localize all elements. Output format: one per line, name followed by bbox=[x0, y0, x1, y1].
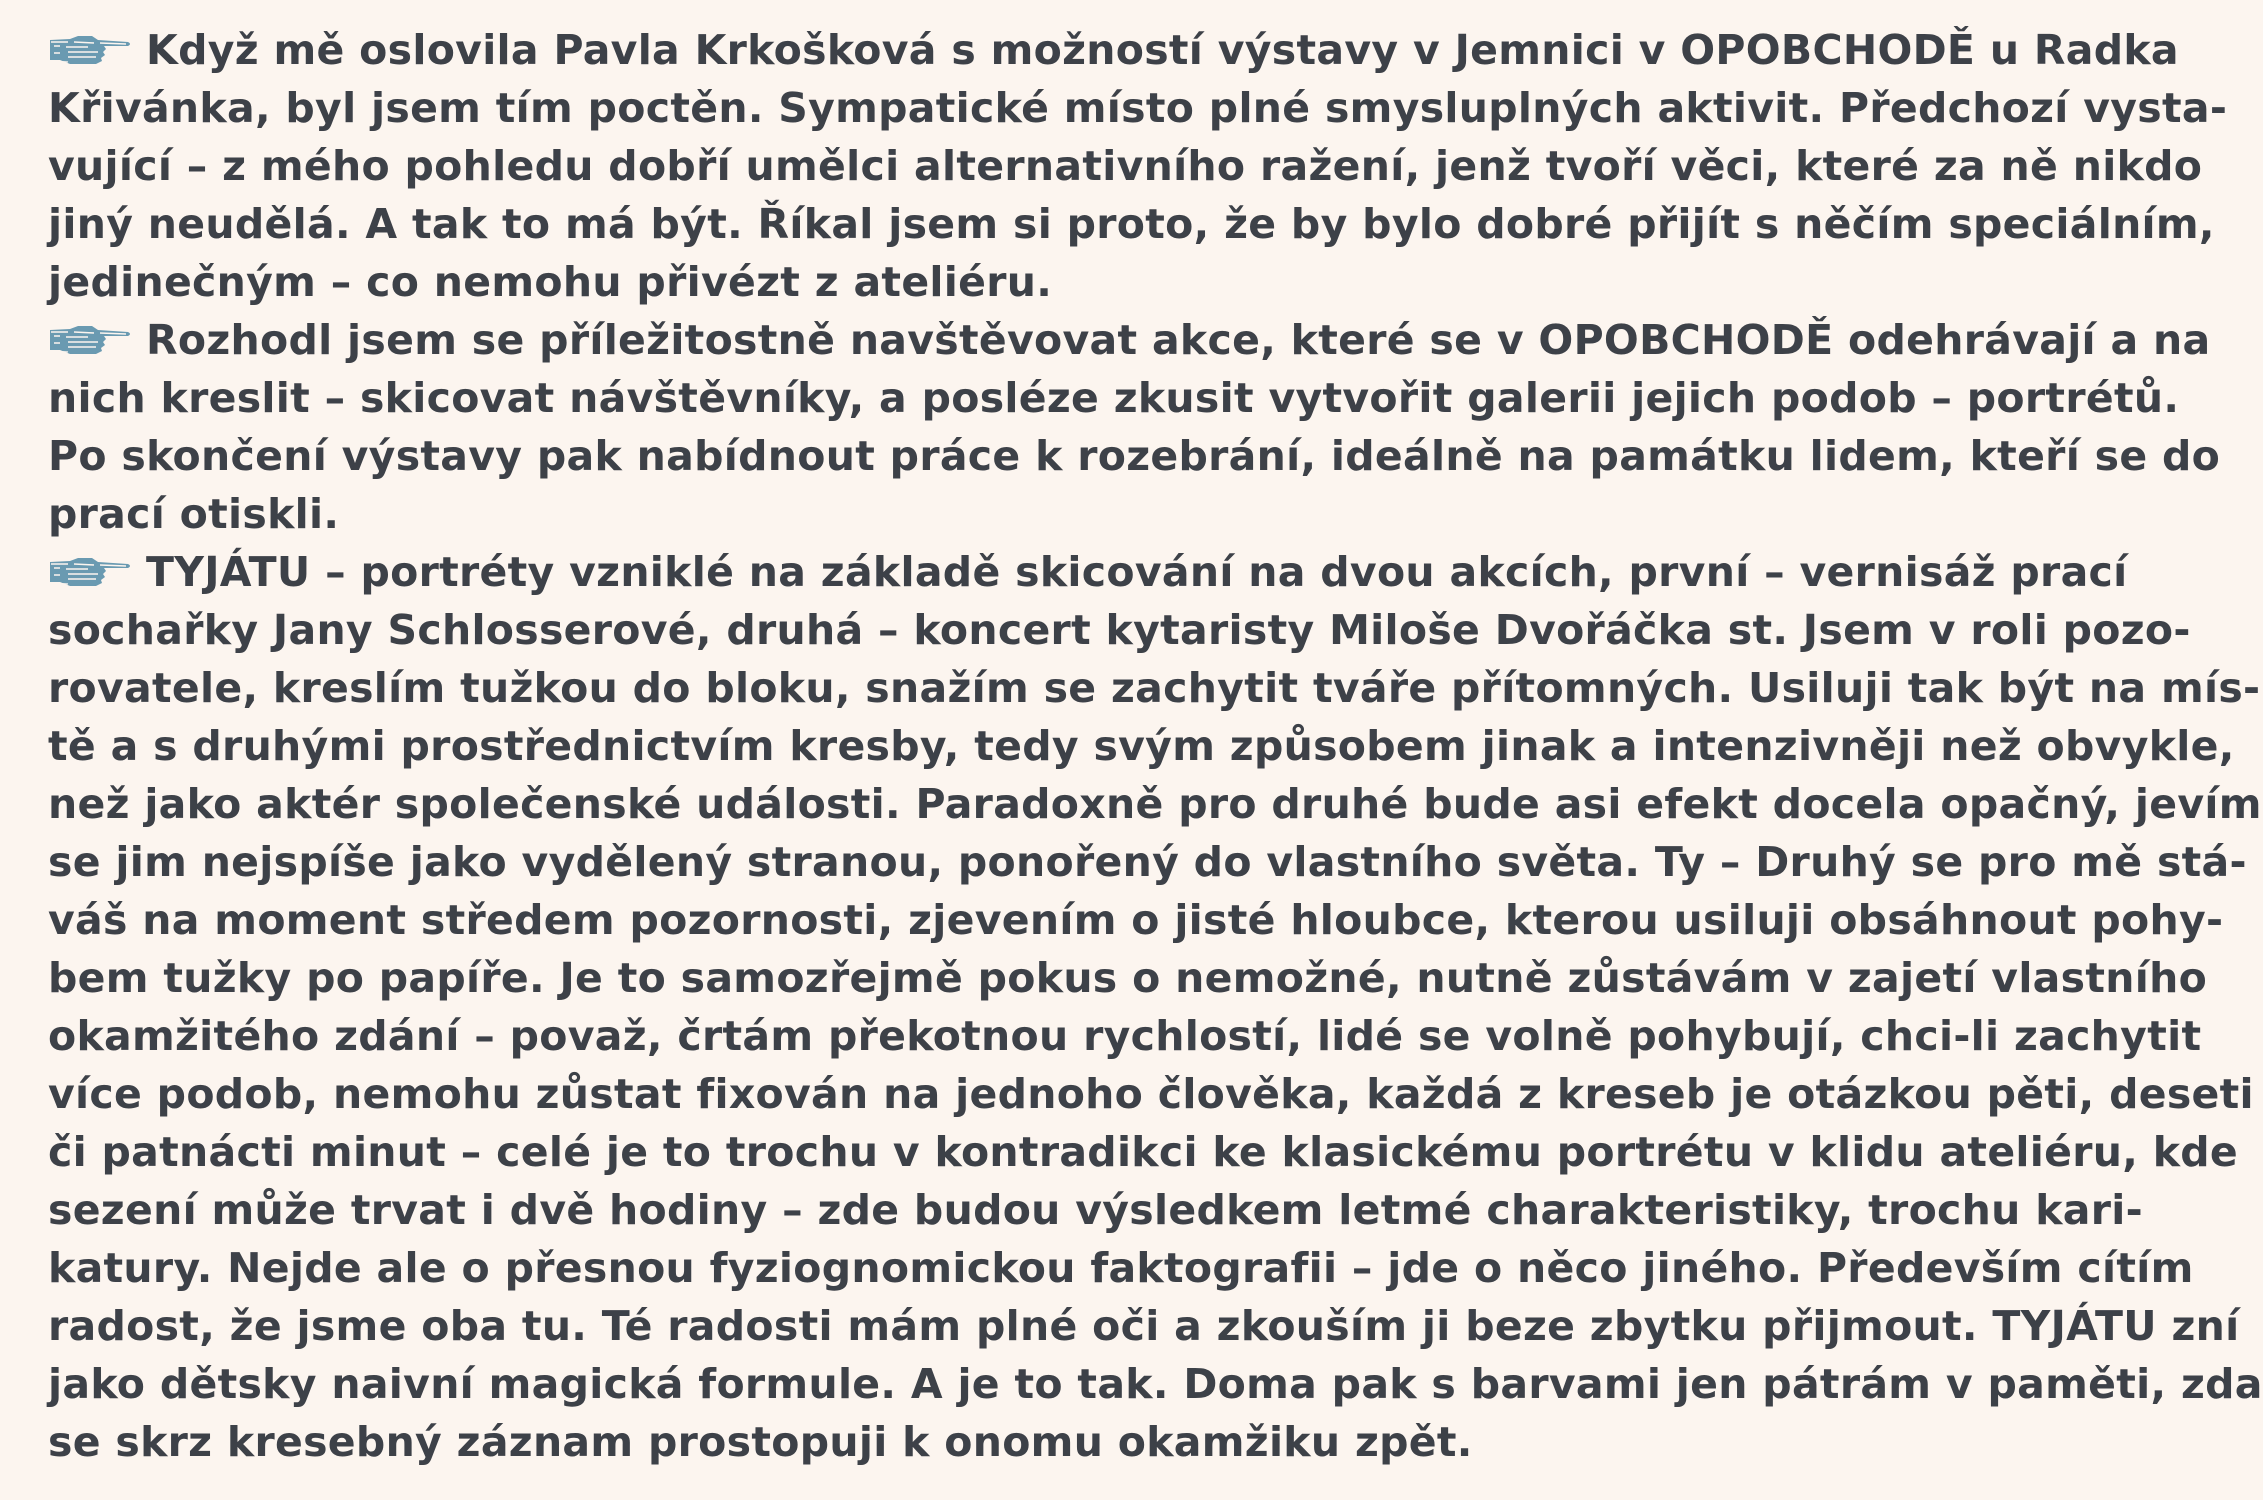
text-line bbox=[48, 79, 2228, 137]
line-text: prací otiskli. bbox=[48, 490, 340, 538]
line-text: okamžitého zdání – považ, črtám překotnou rychlostí, lidé se volně pohybují, chci-li zachytit bbox=[48, 1012, 2202, 1060]
text-line bbox=[48, 601, 2191, 659]
paragraph bbox=[48, 543, 2263, 1471]
line-text: nich kreslit – skicovat návštěvníky, a posléze zkusit vytvořit galerii jejich podob – portrétů. bbox=[48, 374, 2180, 422]
line-text: Když mě oslovila Pavla Krkošková s možností výstavy v Jemnici v OPOBCHODĚ u Radka bbox=[146, 26, 2179, 74]
text-line bbox=[48, 775, 2262, 833]
line-text: TYJÁTU – portréty vzniklé na základě skicování na dvou akcích, první – vernisáž prací bbox=[146, 548, 2128, 596]
pointing-hand-icon bbox=[48, 553, 132, 589]
line-text: jiný neudělá. A tak to má být. Říkal jsem si proto, že by bylo dobré přijít s něčím speciálním, bbox=[48, 200, 2215, 248]
text-line bbox=[48, 21, 2179, 79]
text-line bbox=[48, 311, 2211, 369]
text-body bbox=[48, 21, 2263, 1471]
text-line bbox=[48, 1355, 2263, 1413]
text-line bbox=[48, 659, 2261, 717]
text-line bbox=[48, 543, 2128, 601]
line-text: Po skončení výstavy pak nabídnout práce k rozebrání, ideálně na památku lidem, kteří se do bbox=[48, 432, 2221, 480]
line-text: či patnácti minut – celé je to trochu v kontradikci ke klasickému portrétu v klidu ateliéru, kde bbox=[48, 1128, 2239, 1176]
line-text: jedinečným – co nemohu přivézt z ateliéru. bbox=[48, 258, 1053, 306]
text-line bbox=[48, 427, 2221, 485]
text-line bbox=[48, 717, 2235, 775]
line-text: rovatele, kreslím tužkou do bloku, snažím se zachytit tváře přítomných. Usiluji tak být na mís- bbox=[48, 664, 2261, 712]
text-line bbox=[48, 1007, 2202, 1065]
line-text: než jako aktér společenské události. Paradoxně pro druhé bude asi efekt docela opačný, jevím bbox=[48, 780, 2262, 828]
text-line bbox=[48, 1123, 2239, 1181]
text-line bbox=[48, 485, 1921, 543]
pointing-hand-icon bbox=[48, 321, 132, 357]
text-line bbox=[48, 1065, 2254, 1123]
text-line bbox=[48, 137, 2203, 195]
line-text: jako dětsky naivní magická formule. A je to tak. Doma pak s barvami jen pátrám v paměti, zda bbox=[48, 1360, 2263, 1408]
text-line bbox=[48, 195, 2215, 253]
line-text: sezení může trvat i dvě hodiny – zde budou výsledkem letmé charakteristiky, trochu kari- bbox=[48, 1186, 2143, 1234]
text-line bbox=[48, 949, 2208, 1007]
line-text: Rozhodl jsem se příležitostně navštěvovat akce, které se v OPOBCHODĚ odehrávají a na bbox=[146, 316, 2211, 364]
text-line bbox=[48, 1239, 2194, 1297]
text-line bbox=[48, 369, 2180, 427]
line-text: katury. Nejde ale o přesnou fyziognomickou faktografii – jde o něco jiného. Především cítím bbox=[48, 1244, 2194, 1292]
line-text: radost, že jsme oba tu. Té radosti mám plné oči a zkouším ji beze zbytku přijmout. TYJÁTU zní bbox=[48, 1302, 2240, 1350]
line-text: sochařky Jany Schlosserové, druhá – koncert kytaristy Miloše Dvořáčka st. Jsem v roli pozo- bbox=[48, 606, 2191, 654]
text-line bbox=[48, 1413, 1921, 1471]
line-text: tě a s druhými prostřednictvím kresby, tedy svým způsobem jinak a intenzivněji než obvykle, bbox=[48, 722, 2235, 770]
text-line bbox=[48, 891, 2224, 949]
paragraph bbox=[48, 21, 2228, 311]
text-line bbox=[48, 253, 1921, 311]
text-line bbox=[48, 1297, 2240, 1355]
text-line bbox=[48, 833, 2247, 891]
line-text: se skrz kresebný záznam prostopuji k onomu okamžiku zpět. bbox=[48, 1418, 1473, 1466]
paragraph bbox=[48, 311, 2221, 543]
pointing-hand-icon bbox=[48, 31, 132, 67]
line-text: Křivánka, byl jsem tím poctěn. Sympatické místo plné smysluplných aktivit. Předchozí vysta- bbox=[48, 84, 2228, 132]
text-line bbox=[48, 1181, 2143, 1239]
line-text: více podob, nemohu zůstat fixován na jednoho člověka, každá z kreseb je otázkou pěti, deseti bbox=[48, 1070, 2254, 1118]
line-text: váš na moment středem pozornosti, zjevením o jisté hloubce, kterou usiluji obsáhnout pohy- bbox=[48, 896, 2224, 944]
line-text: se jim nejspíše jako vydělený stranou, ponořený do vlastního světa. Ty – Druhý se pro mě stá- bbox=[48, 838, 2247, 886]
line-text: vující – z mého pohledu dobří umělci alternativního ražení, jenž tvoří věci, které za ně nikdo bbox=[48, 142, 2203, 190]
line-text: bem tužky po papíře. Je to samozřejmě pokus o nemožné, nutně zůstávám v zajetí vlastního bbox=[48, 954, 2208, 1002]
